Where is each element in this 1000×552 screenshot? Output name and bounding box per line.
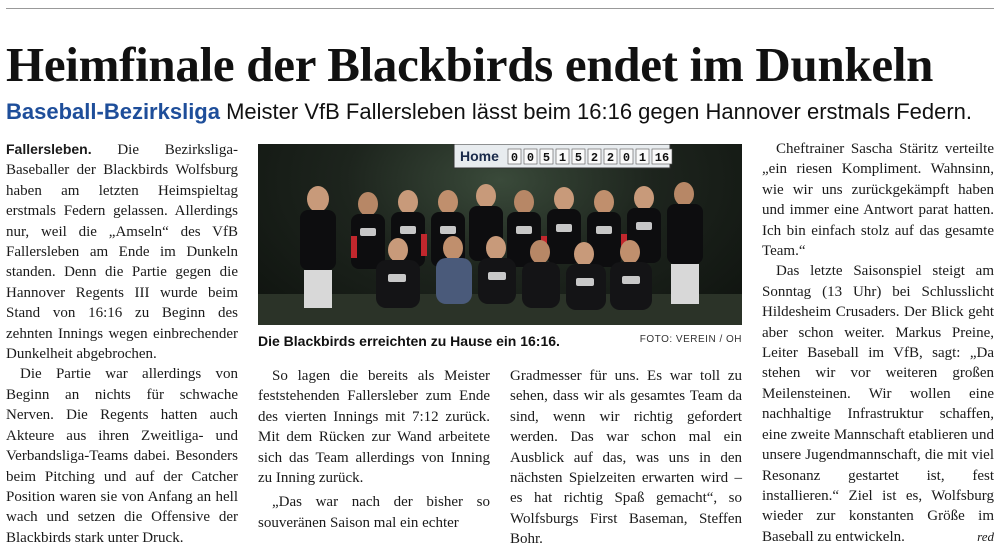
article-deck: Meister VfB Fallersleben lässt beim 16:16 gegen Hannover erstmals Federn.: [226, 99, 973, 124]
paragraph: Die Partie war allerdings von Beginn an nichts für schwache Nerven. Die Regents hatten auch Akteure aus ihren Zweitliga- und Verbandsliga-Teams dabei. Besonders beim Pitching und auf der Catcher Position waren sie von Anfang an hell wach und setzen die Offensive der Blackbirds stark unter Druck.: [6, 366, 238, 546]
paragraph-intro: [6, 139, 238, 364]
team-photo-illustration: [258, 144, 742, 325]
scoreboard-digit: 2: [606, 151, 615, 165]
scoreboard-digit: 1: [558, 151, 567, 165]
closing-text: Das letzte Saisonspiel steigt am Sonntag (13 Uhr) bei Schlusslicht Hildesheim Crusaders. Der Blick geht aber schon weiter. Markus Preine, Leiter Baseball im VfB, sagt: „Da stehen wir vor weiteren großen Meilensteinen. Wir wollen eine nachhaltige Infrastruktur schaffen, eine zweite Mannschaft etablieren und unsere Jugendmannschaft, die mit viel Resonanz gestartet ist, fest installieren.“ Ziel ist es, Wolfsburg wieder zur konstanten Größe im Baseball zu entwickeln.: [762, 263, 994, 545]
paragraph: Gradmesser für uns. Es war toll zu sehen, dass wir als gesamtes Team da sind, wenn wir richtig gefordert werden. Das war schon mal ein Ausblick auf das, was uns in den nächsten Spielzeiten erwarten wird – es hat richtig Spaß gemacht“, so Wolfsburgs First Baseman, Steffen Bohr.: [510, 368, 742, 548]
scoreboard: [454, 144, 672, 168]
photo-caption: Die Blackbirds erreichten zu Hause ein 16:16.: [258, 333, 560, 349]
author-tag: red: [977, 528, 994, 544]
scoreboard-digit: 5: [574, 151, 583, 165]
scoreboard-digit: 0: [510, 151, 519, 165]
scoreboard-digit: 2: [590, 151, 599, 165]
article-subline: [6, 98, 996, 126]
paragraph-closing: [762, 261, 994, 547]
article-kicker: Baseball-Bezirksliga: [6, 99, 220, 124]
intro-text: Die Bezirksliga-Baseballer der Blackbirds Wolfsburg haben am letzten Heimspieltag erstmals Federn gelassen. Allerdings nur, weil die „Amseln“ des VfB Fallersleben am Ende im Dunkeln standen. Denn die Partie gegen die Hannover Regents III wurde beim Stand von 16:16 zu Beginn des zehnten Innings wegen einbrechender Dunkelheit abgebrochen.: [6, 142, 238, 363]
scoreboard-digit: 1: [638, 151, 647, 165]
scoreboard-label: Home: [460, 148, 499, 164]
scoreboard-digit: 16: [654, 151, 670, 165]
text-column-2: [258, 366, 490, 533]
top-rule: [6, 8, 994, 9]
scoreboard-digit: 5: [542, 151, 551, 165]
text-column-1: [6, 139, 238, 548]
photo-credit: FOTO: VEREIN / OH: [639, 334, 742, 345]
paragraph: So lagen die bereits als Meister feststehenden Fallersleber zum Ende des vierten Innings mit 7:12 zurück. Mit dem Rücken zur Wand arbeitete sich das Team allerdings von Inning zu Inning zurück.: [258, 368, 490, 487]
paragraph: Cheftrainer Sascha Stäritz verteilte „ein riesen Kompliment. Wahnsinn, wie wir uns zurückgekämpft haben und immer eine Antwort parat hatten. Ich bin einfach stolz auf das gesamte Team.“: [762, 141, 994, 260]
photo-caption-row: [258, 331, 742, 351]
paragraph: „Das war nach der bisher so souveränen Saison mal ein echter: [258, 494, 490, 531]
scoreboard-digit: 0: [622, 151, 631, 165]
text-column-4: [762, 139, 994, 547]
dateline: Fallersleben.: [6, 141, 92, 157]
scoreboard-digit: 0: [526, 151, 535, 165]
article-headline: Heimfinale der Blackbirds endet im Dunkeln: [6, 37, 934, 92]
text-column-3: [510, 366, 742, 550]
team-photo: [258, 144, 742, 325]
